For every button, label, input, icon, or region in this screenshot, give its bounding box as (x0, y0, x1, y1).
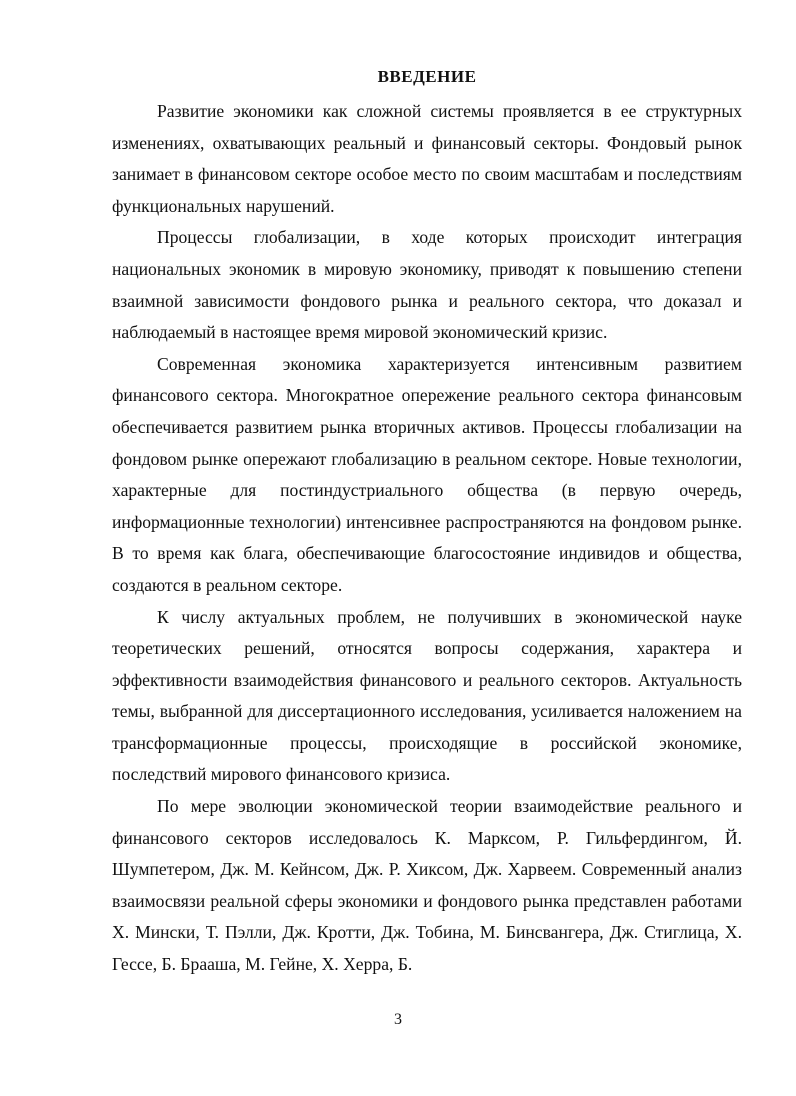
paragraph-4: К числу актуальных проблем, не получивших в экономической науке теоретических решений, относятся вопросы содержания, характера и эффективности взаимодействия финансового и реального секторов. Актуальность темы, выбранной для диссертационного исследования, усиливается наложением на трансформационные процессы, происходящие в российской экономике, последствий мирового финансового кризиса. (112, 606, 742, 785)
section-heading: ВВЕДЕНИЕ (377, 67, 477, 86)
paragraph-2: Процессы глобализации, в ходе которых происходит интеграция национальных экономик в мировую экономику, приводят к повышению степени взаимной зависимости фондового рынка и реального сектора, что доказал и наблюдаемый в настоящее время мировой экономический кризис. (112, 227, 742, 343)
document-page (112, 66, 742, 981)
paragraph-1: Развитие экономики как сложной системы проявляется в ее структурных изменениях, охватывающих реальный и финансовый секторы. Фондовый рынок занимает в финансовом секторе особое место по своим масштабам и последствиям функциональных нарушений. (112, 101, 742, 216)
paragraph-3: Современная экономика характеризуется интенсивным развитием финансового сектора. Многократное опережение реального сектора финансовым обеспечивается развитием рынка вторичных активов. Процессы глобализации на фондовом рынке опережают глобализацию в реальном секторе. Новые технологии, характерные для постиндустриального общества (в первую очередь, информационные технологии) интенсивнее распространяются на фондовом рынке. В то время как блага, обеспечивающие благосостояние индивидов и общества, создаются в реальном секторе. (112, 353, 742, 595)
page-number: 3 (394, 1011, 402, 1028)
paragraph-5: По мере эволюции экономической теории взаимодействие реального и финансового секторов исследовалось К. Марксом, Р. Гильфердингом, Й. Шумпетером, Дж. М. Кейнсом, Дж. Р. Хиксом, Дж. Харвеем. Современный анализ взаимосвязи реальной сферы экономики и фондового рынка представлен работами Х. Мински, Т. Пэлли, Дж. Кротти, Дж. Тобина, М. Бинсвангера, Дж. Стиглица, Х. Гессе, Б. Брааша, М. Гейне, Х. Херра, Б. (112, 796, 742, 975)
